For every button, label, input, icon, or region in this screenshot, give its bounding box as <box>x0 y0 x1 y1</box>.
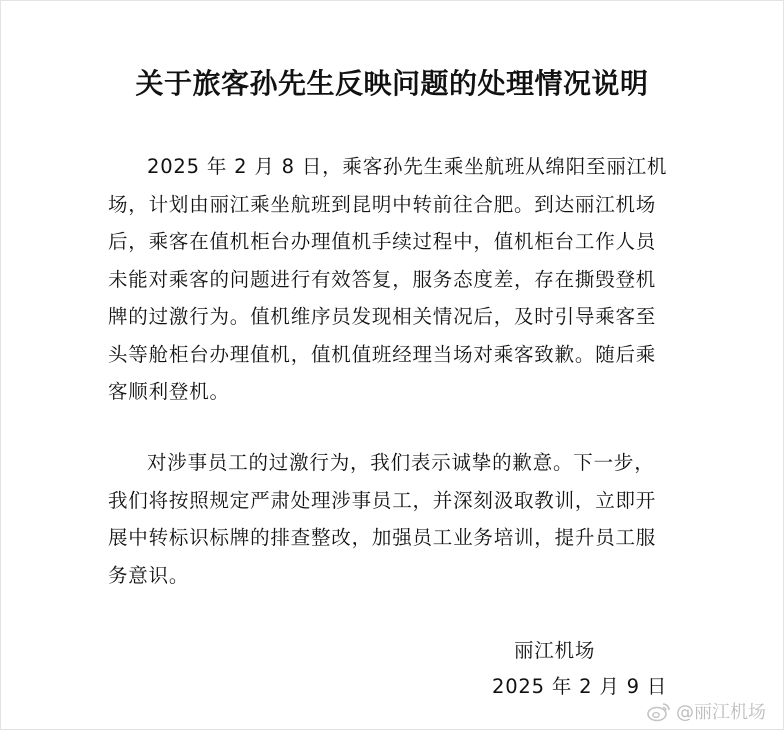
paragraph-response: 对涉事员工的过激行为，我们表示诚挚的歉意。下一步，我们将按照规定严肃处理涉事员工，并深刻汲取教训，立即开展中转标识标牌的排查整改，加强员工业务培训，提升员工服务意识。 <box>108 451 657 587</box>
paragraph-incident: 2025 年 2 月 8 日，乘客孙先生乘坐航班从绵阳至丽江机场，计划由丽江乘坐航班到昆明中转前往合肥。到达丽江机场后，乘客在值机柜台办理值机手续过程中，值机柜台工作人员未能对乘客的问题进行有效答复，服务态度差，存在撕毁登机牌的过激行为。值机维序员发现相关情况后，及时引导乘客至头等舱柜台办理值机，值机值班经理当场对乘客致歉。随后乘客顺利登机。 <box>108 155 668 403</box>
watermark <box>646 698 766 724</box>
signature-organization: 丽江机场 <box>514 639 596 662</box>
watermark-text: @丽江机场 <box>676 702 766 723</box>
weibo-icon <box>646 700 672 722</box>
signature-date: 2025 年 2 月 9 日 <box>492 675 668 698</box>
document-title: 关于旅客孙先生反映问题的处理情况说明 <box>135 67 649 100</box>
